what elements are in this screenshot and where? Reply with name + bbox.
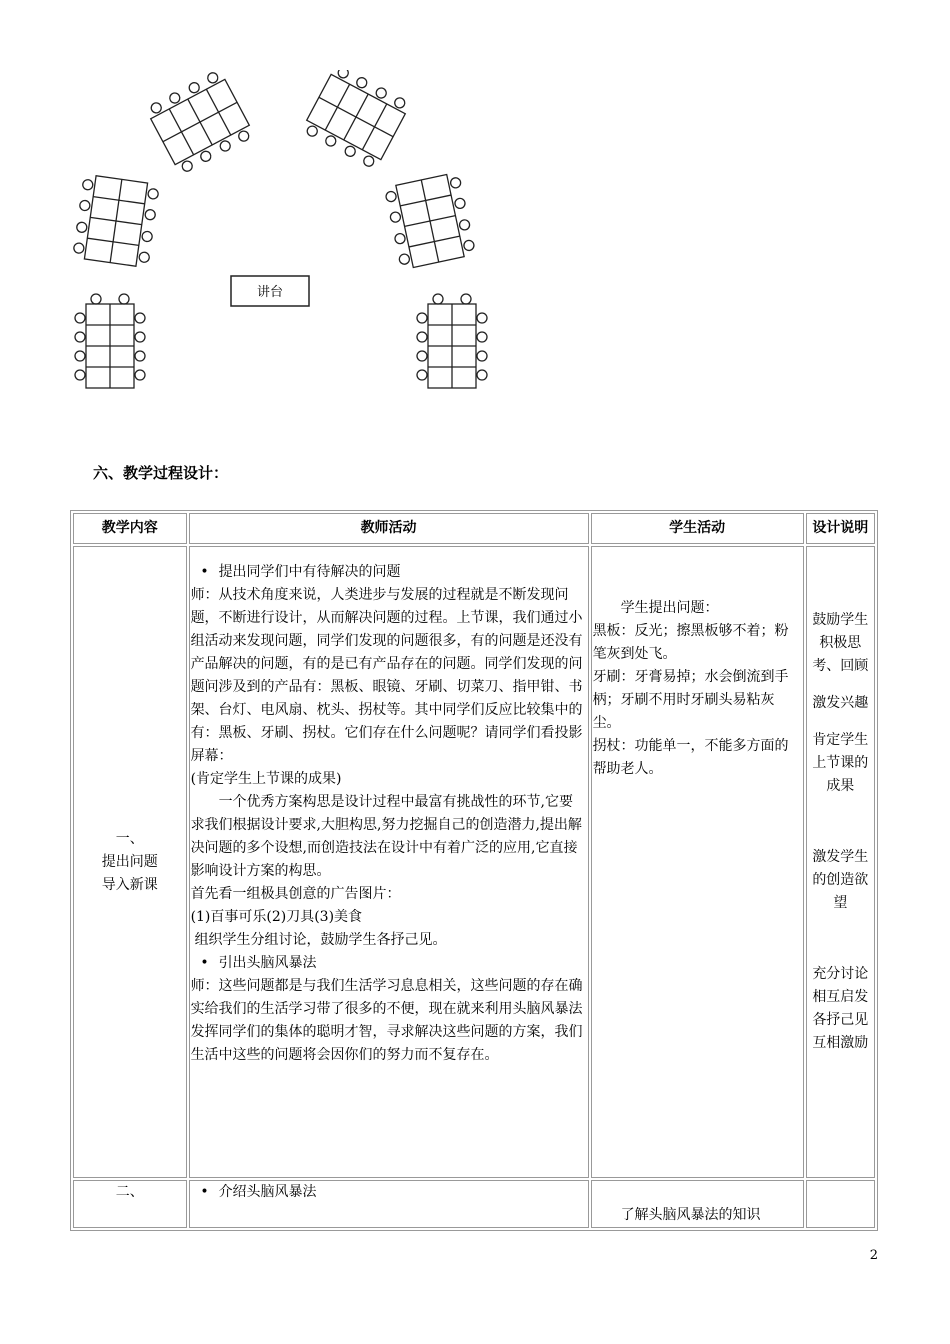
podium-label: 讲台: [256, 285, 284, 300]
teacher-paragraph: (肯定学生上节课的成果): [190, 771, 342, 787]
teacher-paragraph: 师：从技术角度来说，人类进步与发展的过程就是不断发现问题，不断进行设计，从而解决问题的过程。上节课，我们通过小组活动来发现问题，同学们发现的问题很多，有的问题是还没有产品解决的问题，有的是已有产品存在的问题。同学们发现的问题问涉及到的产品有：黑板、眼镜、牙刷、切菜刀、指甲钳、书架、台灯、电风扇、枕头、拐杖等。其中同学们反应比较集中的有：黑板、牙刷、拐杖。它们存在什么问题呢？请同学们看投影屏幕：: [190, 587, 583, 764]
teacher-paragraph: 首先看一组极具创意的广告图片：: [190, 886, 401, 902]
teacher-bullet: • 介绍头脑风暴法: [191, 1181, 587, 1204]
content-cell: [73, 1180, 187, 1228]
design-notes-cell: [806, 1180, 875, 1228]
student-paragraph: 了解头脑风暴法的知识: [620, 1207, 761, 1223]
student-activity-cell: [591, 546, 804, 1178]
classroom-seating-diagram: [60, 70, 500, 400]
teacher-bullet: • 提出同学们中有待解决的问题: [191, 561, 587, 584]
design-notes-cell: [806, 546, 875, 1178]
design-note: 肯定学生上节课的成果: [812, 732, 869, 794]
student-activity-cell: [591, 1180, 804, 1228]
desk-group-top-left: [145, 70, 255, 175]
student-paragraph: 黑板：反光；擦黑板够不着；粉笔灰到处飞。: [592, 623, 789, 662]
page-number: 2: [869, 1248, 878, 1263]
content-cell: [73, 546, 187, 1178]
design-note: 激发兴趣: [812, 695, 869, 711]
teacher-paragraph: 组织学生分组讨论，鼓励学生各抒己见。: [194, 932, 447, 948]
teaching-process-table: [70, 510, 878, 1231]
content-line: 提出问题: [101, 853, 158, 870]
teacher-activity-cell: [189, 1180, 589, 1228]
student-paragraph: 学生提出问题：: [620, 600, 719, 616]
table-row: [73, 546, 875, 1178]
teacher-paragraph: 师：这些问题都是与我们生活学习息息相关，这些问题的存在确实给我们的生活学习带了很多的不便，现在就来利用头脑风暴法发挥同学们的集体的聪明才智，寻求解决这些问题的方案，我们生活中这些的问题将会因你们的努力而不复存在。: [190, 978, 583, 1063]
header-design-notes: 设计说明: [806, 513, 875, 544]
design-note: 充分讨论相互启发各抒己见互相激励: [812, 966, 869, 1051]
teacher-paragraph: 一个优秀方案构思是设计过程中最富有挑战性的环节,它要求我们根据设计要求,大胆构思,努力挖掘自己的创造潜力,提出解决问题的多个设想,而创造技法在设计中有着广泛的应用,它直接影响设计方案的构思。: [190, 794, 582, 879]
content-line: 二、: [115, 1184, 144, 1200]
student-paragraph: 牙刷：牙膏易掉；水会倒流到手柄；牙刷不用时牙刷头易粘灰尘。: [592, 669, 789, 731]
header-teacher-activity: 教师活动: [189, 513, 589, 544]
section-heading: 六、教学过程设计：: [93, 464, 229, 482]
design-note: 激发学生的创造欲望: [812, 849, 869, 911]
desk-group-bottom-left: [75, 294, 145, 388]
table-header-row: [73, 513, 875, 544]
header-content: 教学内容: [73, 513, 187, 544]
teacher-paragraph: (1)百事可乐(2)刀具(3)美食: [190, 909, 363, 925]
desk-group-top-right: [301, 70, 411, 170]
table-row: [73, 1180, 875, 1228]
student-paragraph: 拐杖：功能单一，不能多方面的帮助老人。: [592, 738, 789, 777]
teacher-bullet: • 引出头脑风暴法: [191, 952, 587, 975]
teacher-activity-cell: [189, 546, 589, 1178]
design-note: 鼓励学生积极思考、回顾: [812, 612, 869, 674]
desk-group-bottom-right: [417, 294, 487, 388]
header-student-activity: 学生活动: [591, 513, 804, 544]
content-line: 导入新课: [101, 876, 158, 893]
desk-group-middle-left: [73, 174, 160, 268]
desk-group-middle-right: [384, 172, 476, 270]
content-line: 一、: [115, 830, 144, 847]
